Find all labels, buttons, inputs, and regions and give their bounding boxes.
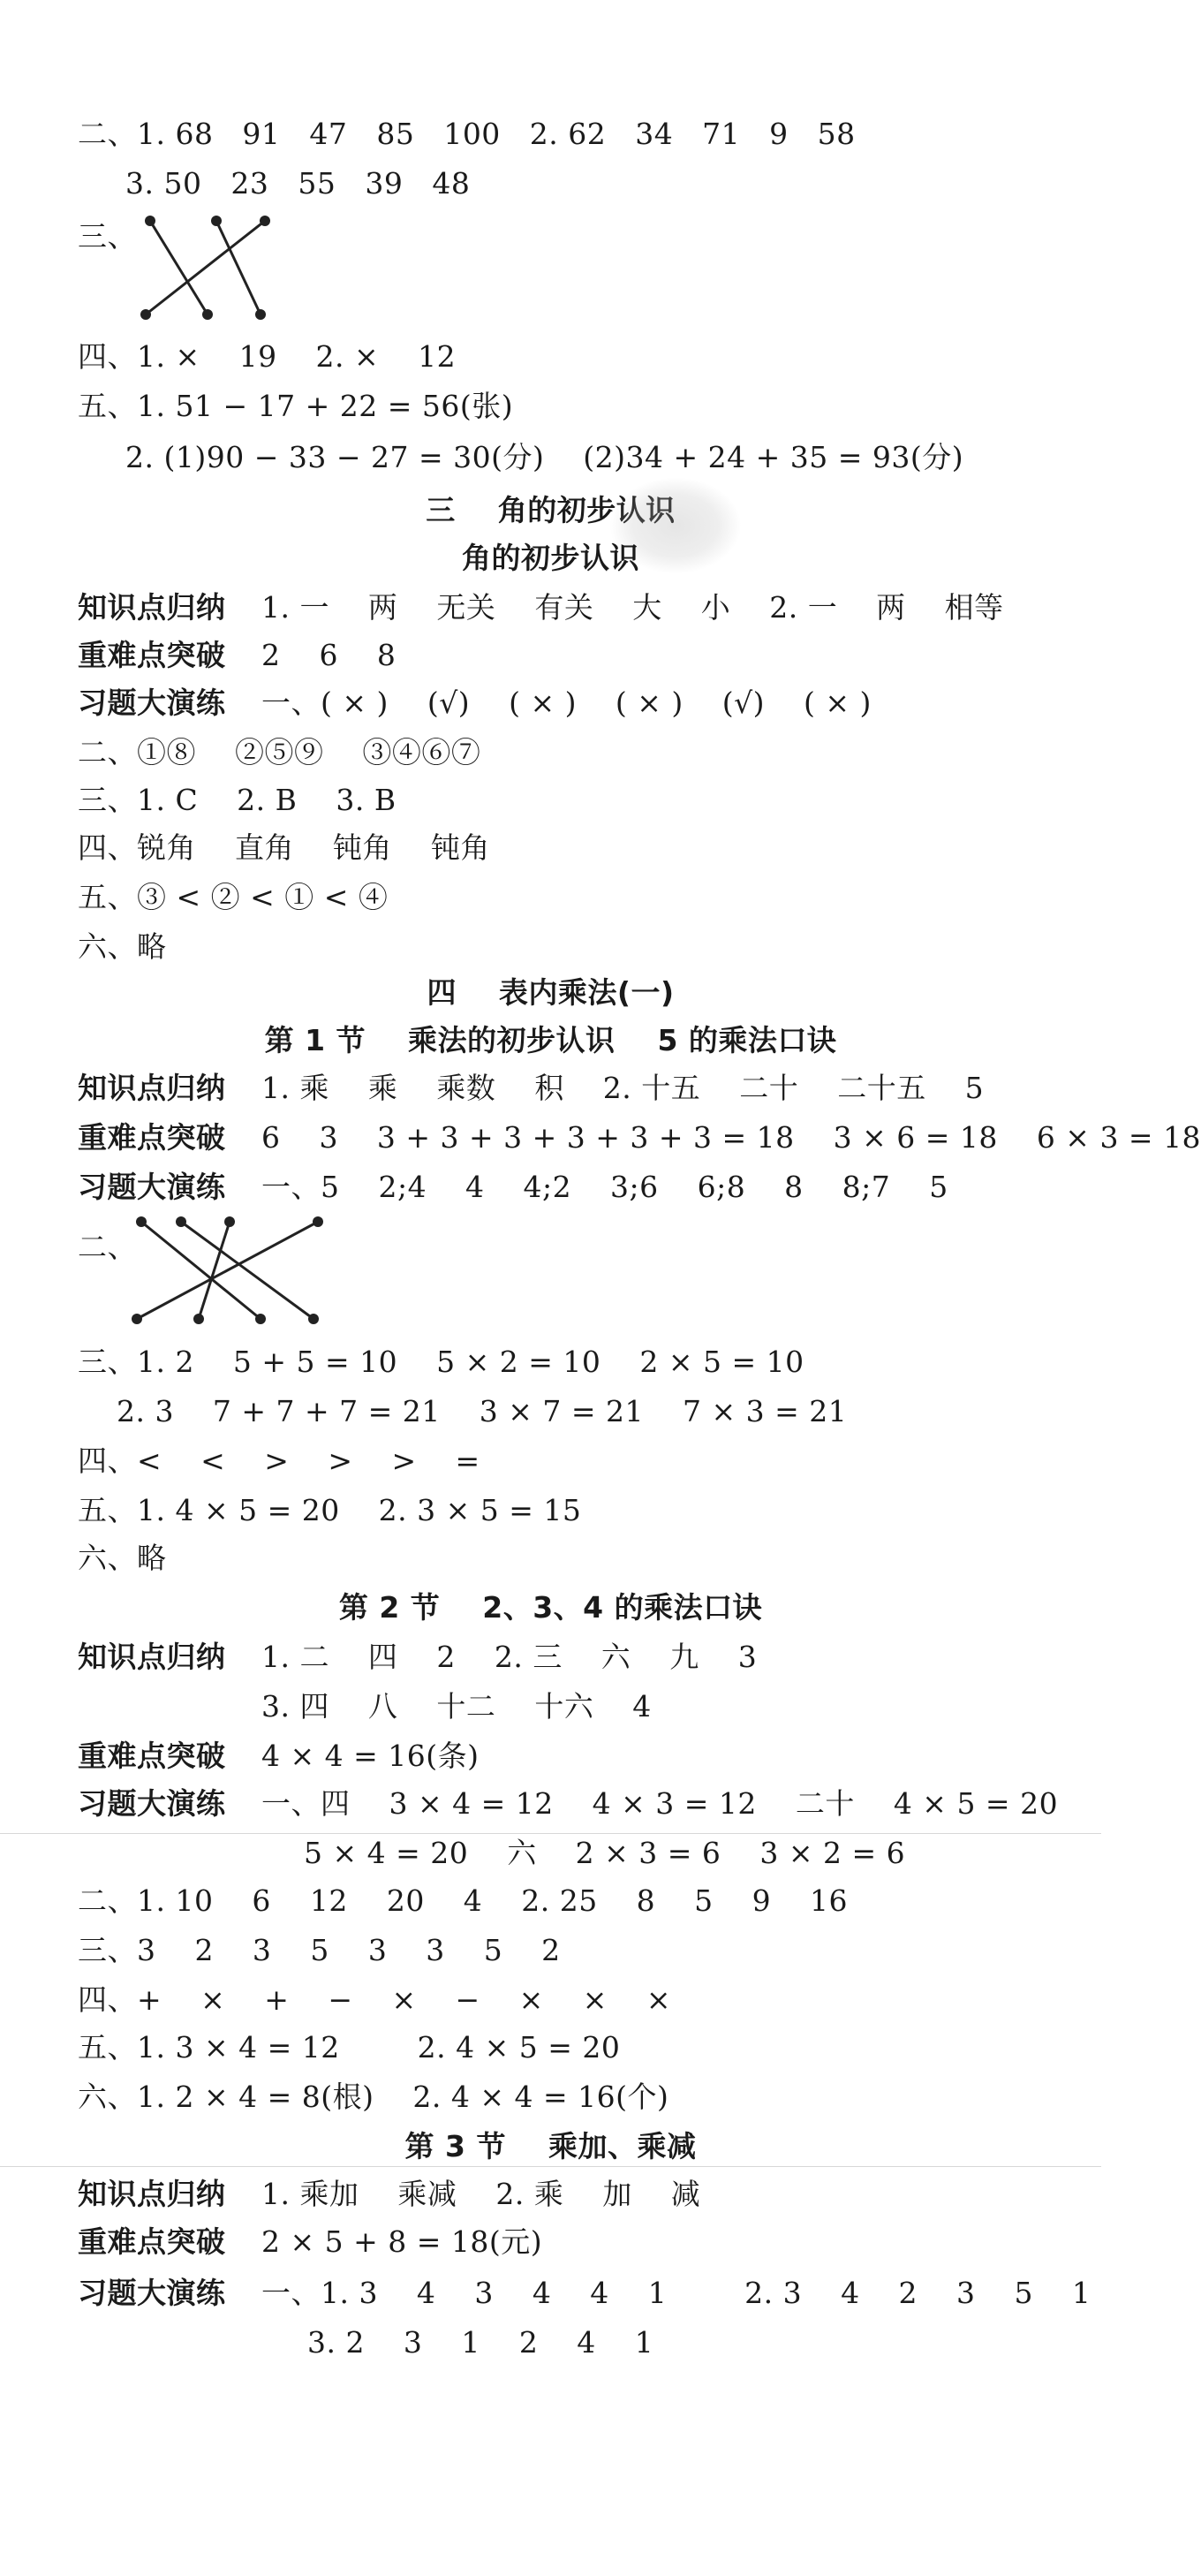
text-line: 二、1. 10 6 12 20 4 2. 25 8 5 9 16 [78,1883,849,1918]
text-line: 四、锐角 直角 钝角 钝角 [78,830,490,865]
text-line: 三、 [78,219,137,254]
text-line: 3. 四 八 十二 十六 4 [261,1689,652,1724]
row-label: 重难点突破 [78,2224,226,2259]
chapter-title: 三 角的初步认识 [426,493,676,527]
row-label: 习题大演练 [78,2276,226,2310]
text-line: 1. 乘加 乘减 2. 乘 加 减 [261,2177,701,2211]
row-label: 习题大演练 [78,1170,226,1204]
text-line: 3. 2 3 1 2 4 1 [307,2325,654,2360]
row-label: 知识点归纳 [78,2177,226,2211]
section-title: 角的初步认识 [462,541,639,575]
text-line: 2. 3 7 + 7 + 7 = 21 3 × 7 = 21 7 × 3 = 21 [117,1394,848,1428]
text-line: 四、1. × 19 2. × 12 [78,339,457,374]
row-label: 重难点突破 [78,1739,226,1773]
text-line: 2 6 8 [261,638,397,672]
row-label: 知识点归纳 [78,590,226,625]
text-line: 四、< < > > > = [78,1443,480,1478]
text-line: 1. 乘 乘 乘数 积 2. 十五 二十 二十五 5 [261,1071,985,1105]
text-line: 2 × 5 + 8 = 18(元) [261,2224,543,2259]
text-line: 1. 二 四 2 2. 三 六 九 3 [261,1640,758,1674]
chapter-title: 四 表内乘法(一) [427,975,675,1010]
text-line: 三、1. 2 5 + 5 = 10 5 × 2 = 10 2 × 5 = 10 [78,1345,804,1379]
text-line: 一、( × ) (√) ( × ) ( × ) (√) ( × ) [261,686,872,720]
text-line: 二、 [78,1230,137,1264]
text-line: 五、1. 4 × 5 = 20 2. 3 × 5 = 15 [78,1493,582,1527]
text-line: 一、5 2;4 4 4;2 3;6 6;8 8 8;7 5 [261,1170,948,1204]
text-line: 二、1. 68 91 47 85 100 2. 62 34 71 9 58 [78,117,856,151]
text-line: 六、略 [78,929,167,964]
text-line: 五、③ < ② < ① < ④ [78,880,389,914]
text-line: 五、1. 51 − 17 + 22 = 56(张) [78,389,514,423]
text-line: 六、1. 2 × 4 = 8(根) 2. 4 × 4 = 16(个) [78,2080,669,2114]
text-line: 1. 一 两 无关 有关 大 小 2. 一 两 相等 [261,590,1004,625]
text-line: 四、+ × + − × − × × × [78,1982,672,2017]
scan-fold-line [0,1833,1101,1834]
section-title: 第 3 节 乘加、乘减 [404,2129,697,2163]
section-title: 第 1 节 乘法的初步认识 5 的乘法口诀 [264,1023,837,1057]
text-line: 一、1. 3 4 3 4 4 1 2. 3 4 2 3 5 1 [261,2276,1091,2310]
text-line: 5 × 4 = 20 六 2 × 3 = 6 3 × 2 = 6 [304,1836,906,1870]
matching-lines-diagram-1 [132,210,283,325]
row-label: 习题大演练 [78,1786,226,1821]
text-line: 一、四 3 × 4 = 12 4 × 3 = 12 二十 4 × 5 = 20 [261,1786,1059,1821]
row-label: 知识点归纳 [78,1071,226,1105]
text-line: 三、3 2 3 5 3 3 5 2 [78,1933,561,1967]
text-line: 三、1. C 2. B 3. B [78,783,397,817]
row-label: 知识点归纳 [78,1640,226,1674]
section-title: 第 2 节 2、3、4 的乘法口诀 [338,1590,763,1625]
row-label: 重难点突破 [78,638,226,672]
text-line: 二、①⑧ ②⑤⑨ ③④⑥⑦ [78,735,481,769]
scan-fold-line [0,2166,1101,2167]
matching-lines-diagram-2 [128,1208,331,1332]
text-line: 2. (1)90 − 33 − 27 = 30(分) (2)34 + 24 + 35 = 93(分) [125,440,964,474]
text-line: 6 3 3 + 3 + 3 + 3 + 3 + 3 = 18 3 × 6 = 18 6 × 3 = 18 [261,1120,1201,1155]
text-line: 3. 50 23 55 39 48 [125,166,471,201]
text-line: 六、略 [78,1541,167,1575]
text-line: 4 × 4 = 16(条) [261,1739,480,1773]
row-label: 习题大演练 [78,686,226,720]
row-label: 重难点突破 [78,1120,226,1155]
text-line: 五、1. 3 × 4 = 12 2. 4 × 5 = 20 [78,2030,621,2065]
